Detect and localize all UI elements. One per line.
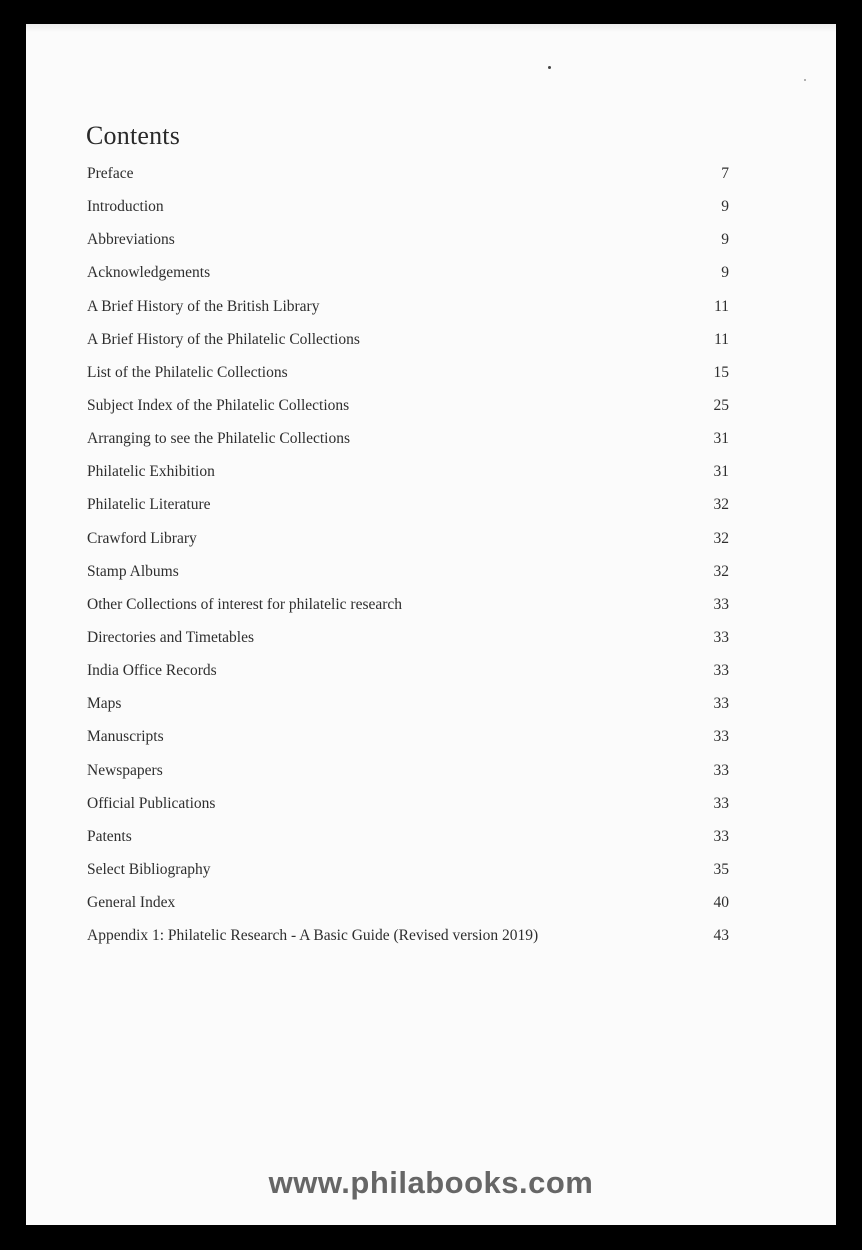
toc-entry	[87, 795, 729, 828]
toc-entry-title: General Index	[87, 894, 176, 912]
toc-entry-page-number: 32	[713, 529, 729, 547]
toc-entry-page-number: 32	[713, 496, 729, 514]
toc-entry	[87, 762, 729, 795]
toc-entry-title: Subject Index of the Philatelic Collections	[87, 396, 350, 414]
toc-entry-page-number: 25	[713, 396, 729, 414]
toc-entry-page-number: 31	[713, 430, 729, 448]
toc-entry-page-number: 33	[713, 794, 729, 812]
toc-entry-title: Crawford Library	[87, 529, 197, 547]
toc-entry-page-number: 9	[721, 198, 729, 216]
toc-entry-title: Maps	[87, 695, 122, 713]
toc-entry-title: Official Publications	[87, 794, 216, 812]
toc-entry-title: Appendix 1: Philatelic Research - A Basic Guide (Revised version 2019)	[87, 927, 539, 945]
toc-entry	[87, 563, 729, 596]
toc-entry	[87, 165, 729, 198]
toc-entry	[87, 496, 729, 529]
toc-entry-page-number: 40	[713, 894, 729, 912]
toc-entry-page-number: 33	[713, 695, 729, 713]
toc-entry-title: Philatelic Exhibition	[87, 463, 215, 481]
toc-entry-title: Newspapers	[87, 761, 163, 779]
toc-entry-page-number: 15	[713, 363, 729, 381]
toc-entry	[87, 927, 729, 960]
toc-entry-title: Preface	[87, 165, 134, 182]
toc-entry-title: Stamp Albums	[87, 562, 179, 580]
document-page	[26, 24, 836, 1225]
toc-entry-title: Other Collections of interest for philatelic research	[87, 595, 403, 613]
toc-entry-page-number: 33	[713, 761, 729, 779]
page-edge-shadow	[26, 24, 836, 32]
toc-entry	[87, 629, 729, 662]
toc-entry-page-number: 11	[714, 330, 729, 348]
toc-entry-page-number: 31	[713, 463, 729, 481]
toc-entry	[87, 397, 729, 430]
table-of-contents	[87, 165, 729, 960]
toc-entry-title: Philatelic Literature	[87, 496, 211, 514]
toc-entry-title: Abbreviations	[87, 231, 175, 249]
toc-entry-page-number: 33	[713, 728, 729, 746]
toc-entry-page-number: 9	[721, 264, 729, 282]
toc-entry-title: List of the Philatelic Collections	[87, 363, 288, 381]
toc-entry	[87, 264, 729, 297]
paper-speck	[804, 79, 806, 81]
toc-entry-title: A Brief History of the Philatelic Collections	[87, 330, 360, 348]
toc-entry	[87, 695, 729, 728]
paper-speck	[548, 66, 551, 69]
toc-entry	[87, 331, 729, 364]
toc-entry-title: India Office Records	[87, 662, 217, 680]
toc-entry-page-number: 35	[713, 860, 729, 878]
toc-entry	[87, 894, 729, 927]
toc-entry	[87, 463, 729, 496]
toc-entry	[87, 662, 729, 695]
toc-entry	[87, 298, 729, 331]
toc-entry	[87, 198, 729, 231]
toc-entry-page-number: 33	[713, 595, 729, 613]
toc-entry-title: Introduction	[87, 198, 164, 216]
toc-entry-page-number: 9	[721, 231, 729, 249]
toc-entry	[87, 828, 729, 861]
toc-entry	[87, 596, 729, 629]
toc-entry-page-number: 11	[714, 297, 729, 315]
toc-entry-page-number: 7	[721, 165, 729, 182]
website-url-watermark: www.philabooks.com	[268, 1165, 594, 1200]
toc-entry-page-number: 33	[713, 827, 729, 845]
toc-entry-title: Select Bibliography	[87, 860, 211, 878]
toc-entry	[87, 364, 729, 397]
toc-entry	[87, 728, 729, 761]
toc-entry	[87, 430, 729, 463]
toc-entry	[87, 530, 729, 563]
toc-entry	[87, 861, 729, 894]
toc-entry-page-number: 33	[713, 628, 729, 646]
toc-entry-title: Manuscripts	[87, 728, 164, 746]
toc-entry-page-number: 32	[713, 562, 729, 580]
toc-entry-page-number: 43	[713, 927, 729, 945]
toc-entry-title: A Brief History of the British Library	[87, 297, 320, 315]
toc-entry-title: Arranging to see the Philatelic Collections	[87, 430, 351, 448]
toc-entry-title: Acknowledgements	[87, 264, 211, 282]
toc-entry-title: Patents	[87, 827, 132, 845]
toc-entry-page-number: 33	[713, 662, 729, 680]
toc-entry-title: Directories and Timetables	[87, 628, 255, 646]
toc-entry	[87, 231, 729, 264]
contents-heading: Contents	[86, 121, 181, 150]
